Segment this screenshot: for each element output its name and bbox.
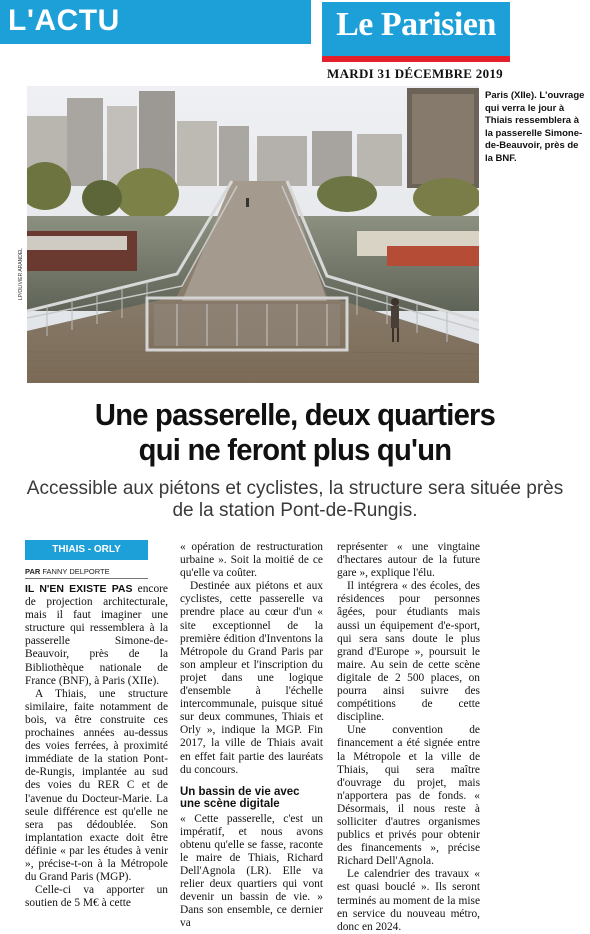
byline [25, 567, 110, 576]
intertitle: Un bassin de vie avec une scène digitale [180, 785, 300, 811]
photo-credit: LP/OLIVIER ARANDEL [18, 248, 24, 300]
paragraph: A Thiais, une structure similaire, faite notamment de bois, va être construite ces prochaines années au-dessus des voies ferrées, à proximité immédiate de la station Pont-de-Rungis, implantée au sud des voies du RER C et de l'avenue du Docteur-Marie. La seule différence est qu'elle ne sera pas dédoublée. Son implantation exacte doit être définie « par les études à venir », précise-t-on à la Métropole du Grand Paris (MGP). [25, 687, 168, 884]
section-title: L'ACTU [8, 4, 120, 37]
logo-red-bar [322, 56, 510, 62]
paragraph: Il intégrera « des écoles, des résidences pour personnes âgées, pour étudiants mais aussi un équipement d'e-sport, qui sera sans doute le plus grand d'Europe », poursuit le maire. Au sein de cette scène digitale de 2 500 places, on pourra ainsi suivre des compétitions de cette discipline. [337, 580, 480, 724]
logo-text: Le Parisien [336, 6, 496, 43]
paragraph: Destinée aux piétons et aux cyclistes, cette passerelle va prendre place au cœur d'un « site exceptionnel de la première édition d'Inventons la Métropole du Grand Paris par son ampleur et l'inscription du projet dans une logique d'ensemble à l'échelle intercommunale, puisque situé sur deux communes, Thiais et Orly », indique la MGP. Fin 2017, la ville de Thiais avait en effet fait partie des lauréats du concours. [180, 580, 323, 776]
newspaper-logo [322, 2, 510, 62]
paragraph: Le calendrier des travaux « est quasi bouclé ». Ils seront terminés au moment de la mise en service du nouveau métro, donc en 2024. [337, 868, 480, 933]
headline-line-2: qui ne feront plus qu'un [138, 432, 452, 467]
paragraph: Une convention de financement a été signée entre la Métropole et la ville de Thiais, qui sera maître d'ouvrage du projet, mais n'apportera pas de fonds. « Désormais, il nous reste à solliciter d'autres organismes publics et privés pour obtenir des financements », précise Richard Dell'Agnola. [337, 724, 480, 868]
article-subhead: Accessible aux piétons et cyclistes, la structure sera située près de la station Pont-de-Rungis. [26, 478, 564, 521]
photo-caption: Paris (XIIe). L'ouvrage qui verra le jour à Thiais ressemblera à la passerelle Simone-de-Beauvoir, près de la BNF. [485, 90, 585, 164]
paragraph: Celle-ci va apporter un soutien de 5 M€ à cette [25, 884, 168, 910]
headline-line-1: Une passerelle, deux quartiers [94, 397, 496, 432]
footbridge-photo-illustration [27, 86, 479, 383]
byline-prefix: PAR [25, 567, 41, 576]
byline-rule [25, 578, 148, 579]
issue-date: MARDI 31 DÉCEMBRE 2019 [327, 66, 503, 81]
article-photo [27, 86, 479, 383]
author-name: FANNY DELPORTE [42, 567, 110, 576]
article-headline [46, 397, 544, 467]
paragraph-text: encore de projection architecturale, mais il faut imaginer une structure qui ressemblera à la passerelle Simone-de-Beauvoir, près de la Bibliothèque nationale de France (BNF), à Paris (XIIe). [25, 583, 168, 687]
section-banner [0, 0, 311, 44]
paragraph: « opération de restructuration urbaine ». Soit la moitié de ce qu'elle va coûter. [180, 541, 323, 580]
article-column-3 [337, 541, 480, 934]
article-column-1 [25, 583, 168, 910]
location-tag: THIAIS - ORLY [25, 540, 148, 560]
lead-in: IL N'EN EXISTE PAS [25, 583, 133, 595]
paragraph: « Cette passerelle, c'est un impératif, et nous avons obtenu qu'elle se fasse, raconte le maire de Thiais, Richard Dell'Agnola (LR). Elle va relier deux quartiers qui vont devenir un bassin de vie. » Dans son ensemble, ce dernier va [180, 812, 323, 930]
paragraph: représenter « une vingtaine d'hectares autour de la future gare », explique l'élu. [337, 541, 480, 580]
article-column-2 [180, 541, 323, 931]
paragraph [25, 583, 168, 688]
